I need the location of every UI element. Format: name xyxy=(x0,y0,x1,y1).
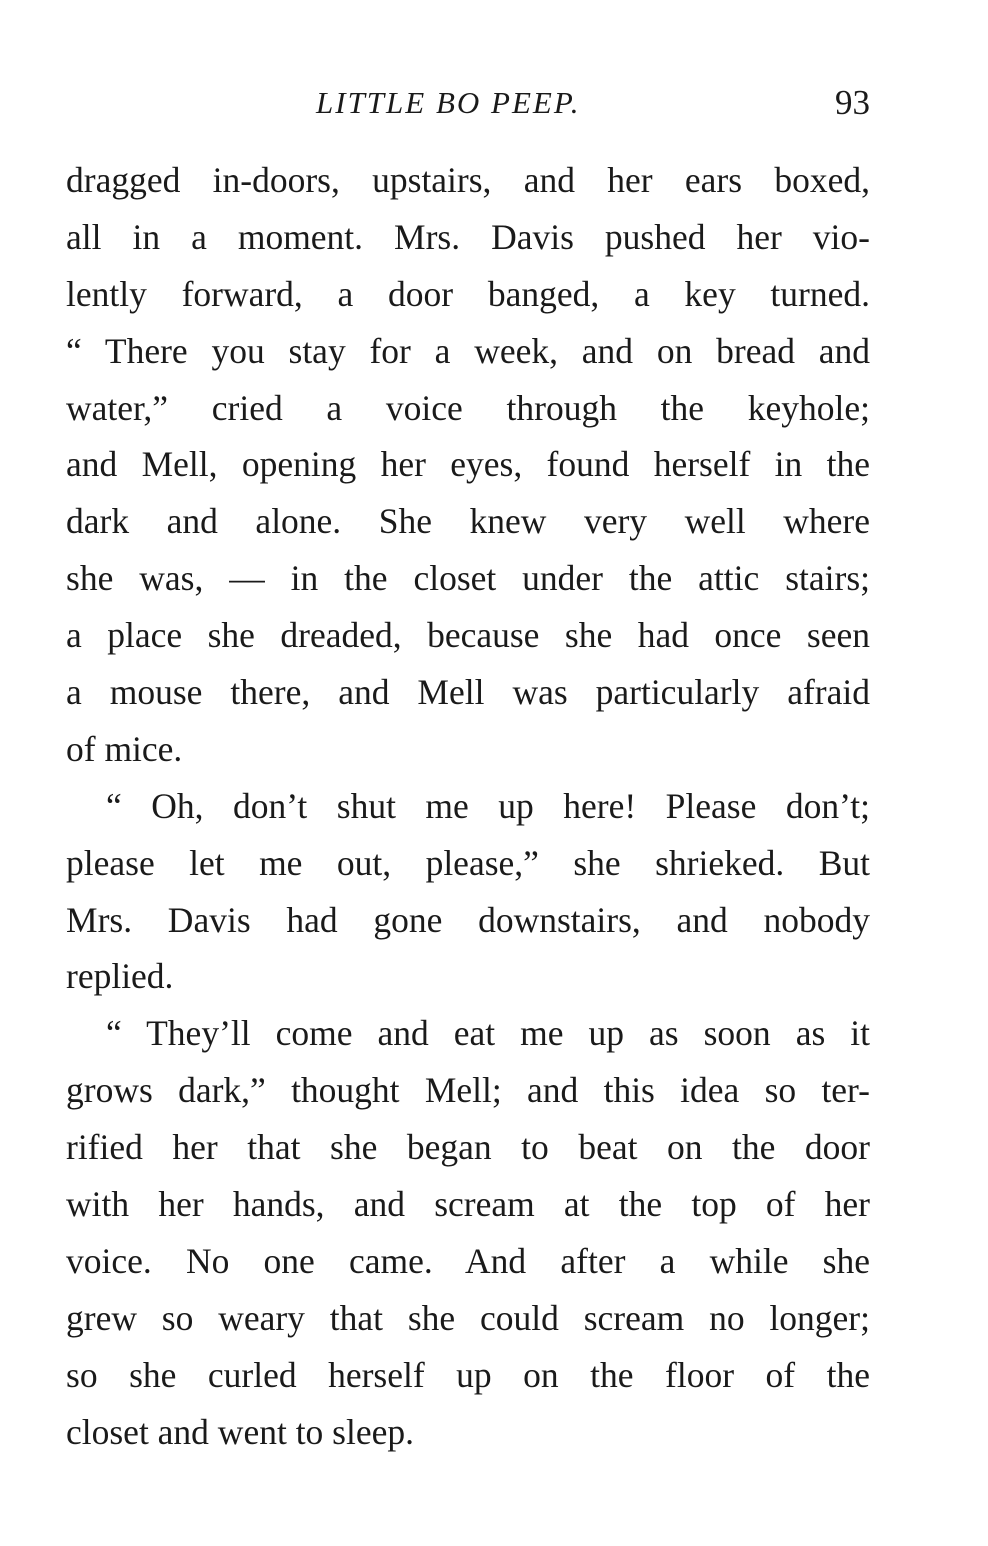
text-line: Mrs. Davis had gone downstairs, and nobody xyxy=(66,899,870,940)
paragraph-end-line: of mice. xyxy=(66,728,183,769)
text-line: “ Oh, don’t shut me up here! Please don’t; xyxy=(106,785,870,826)
text-line: “ There you stay for a week, and on bread and xyxy=(66,330,870,371)
text-line: rified her that she began to beat on the door xyxy=(66,1127,870,1168)
page-number: 93 xyxy=(835,83,870,122)
text-line: grew so weary that she could scream no longer; xyxy=(66,1297,870,1338)
body-text xyxy=(66,152,870,1460)
text-line: a place she dreaded, because she had once seen xyxy=(66,615,870,656)
text-line: dark and alone. She knew very well where xyxy=(66,501,870,542)
text-line: with her hands, and scream at the top of her xyxy=(66,1184,870,1225)
text-line: all in a moment. Mrs. Davis pushed her vio- xyxy=(66,216,870,257)
text-line: so she curled herself up on the floor of the xyxy=(66,1354,870,1395)
paragraph-end-line: closet and went to sleep. xyxy=(66,1411,414,1452)
text-line: water,” cried a voice through the keyhole; xyxy=(66,387,870,428)
text-line: “ They’ll come and eat me up as soon as it xyxy=(106,1013,870,1054)
running-title: LITTLE BO PEEP. xyxy=(316,85,581,120)
text-line: grows dark,” thought Mell; and this idea so ter- xyxy=(66,1070,870,1111)
text-line: voice. No one came. And after a while she xyxy=(66,1240,870,1281)
paragraph-end-line: replied. xyxy=(66,956,174,997)
text-line: she was, — in the closet under the attic stairs; xyxy=(66,558,870,599)
text-line: dragged in-doors, upstairs, and her ears boxed, xyxy=(66,160,870,200)
text-line: lently forward, a door banged, a key turned. xyxy=(66,273,870,314)
text-line: please let me out, please,” she shrieked. But xyxy=(66,842,870,883)
running-head xyxy=(66,78,870,128)
text-line: and Mell, opening her eyes, found herself in the xyxy=(66,444,870,485)
text-line: a mouse there, and Mell was particularly afraid xyxy=(66,672,870,713)
